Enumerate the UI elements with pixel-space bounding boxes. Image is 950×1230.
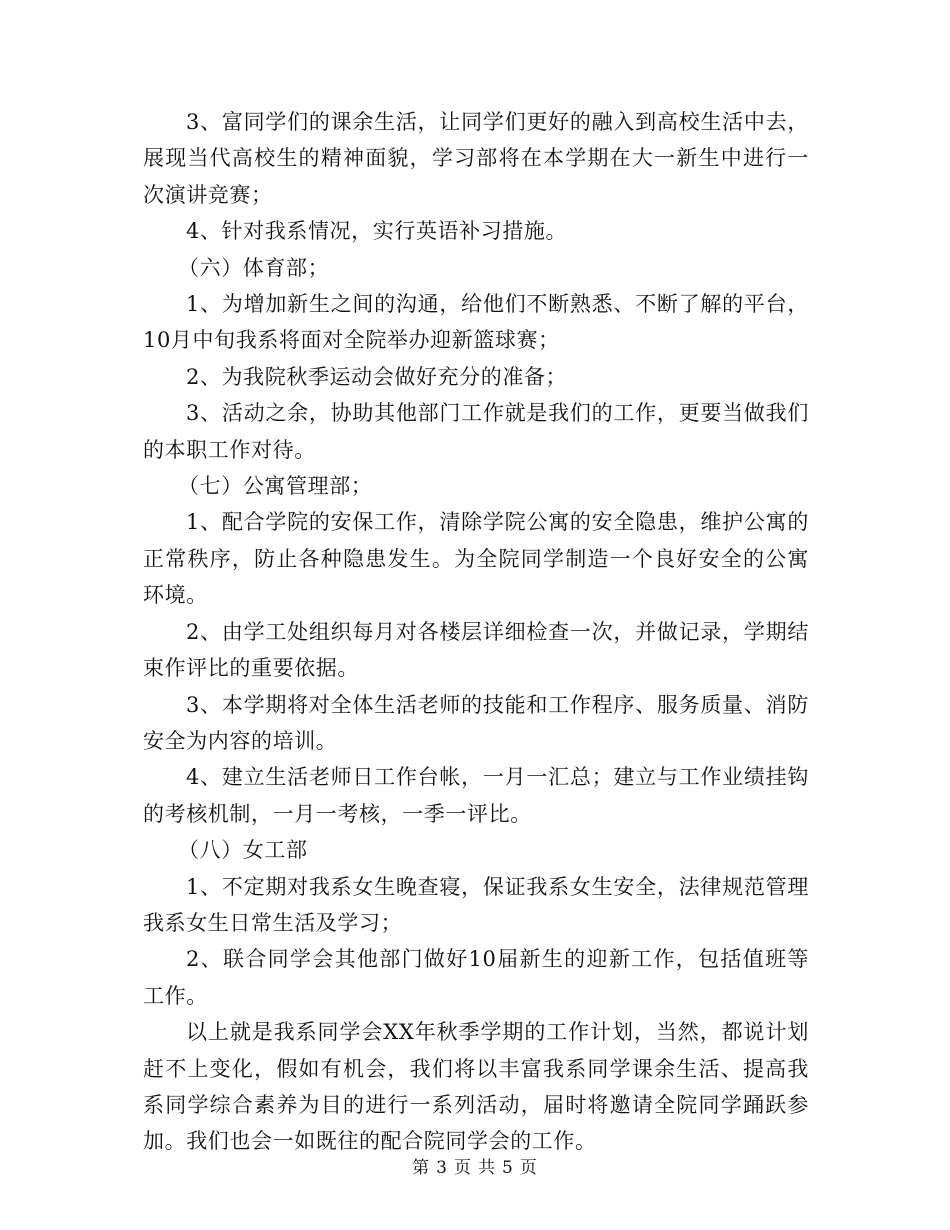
paragraph: 4、建立生活老师日工作台帐，一月一汇总；建立与工作业绩挂钩的考核机制，一月一考核，一季一评比。 (143, 765, 809, 826)
section-heading: （六）体育部； (178, 255, 330, 280)
page-label: 第 (412, 1158, 431, 1178)
total-unit: 页 (519, 1158, 538, 1178)
total-pages-number: 5 (502, 1158, 514, 1178)
current-page-number: 3 (436, 1158, 448, 1178)
section-heading: （八）女工部 (178, 838, 308, 863)
total-label: 共 (478, 1158, 496, 1178)
paragraph: 3、富同学们的课余生活，让同学们更好的融入到高校生活中去，展现当代高校生的精神面貌，学习部将在本学期在大一新生中进行一次演讲竞赛； (143, 110, 809, 207)
section-heading: （七）公寓管理部； (178, 474, 373, 499)
paragraph: 4、针对我系情况，实行英语补习措施。 (186, 219, 568, 244)
document-body (143, 104, 809, 1160)
paragraph: 2、由学工处组织每月对各楼层详细检查一次，并做记录，学期结束作评比的重要依据。 (143, 619, 809, 681)
paragraph: 3、活动之余，协助其他部门工作就是我们的工作，更要当做我们的本职工作对待。 (143, 401, 809, 462)
closing-paragraph: 以上就是我系同学会XX年秋季学期的工作计划，当然，都说计划赶不上变化，假如有机会，我们将以丰富我系同学课余生活、提高我系同学综合素养为目的进行一系列活动，届时将邀请全院同学踊跃参加。我们也会一如既往的配合院同学会的工作。 (143, 1020, 809, 1154)
page-unit: 页 (454, 1158, 472, 1178)
paragraph: 3、本学期将对全体生活老师的技能和工作程序、服务质量、消防安全为内容的培训。 (143, 692, 809, 753)
paragraph: 1、不定期对我系女生晚查寝，保证我系女生安全，法律规范管理我系女生日常生活及学习； (143, 874, 809, 935)
page-footer (0, 1153, 950, 1178)
paragraph: 1、配合学院的安保工作，清除学院公寓的安全隐患，维护公寓的正常秩序，防止各种隐患发生。为全院同学制造一个良好安全的公寓环境。 (143, 510, 809, 608)
paragraph: 2、为我院秋季运动会做好充分的准备； (186, 364, 568, 389)
paragraph: 1、为增加新生之间的沟通，给他们不断熟悉、不断了解的平台，10月中旬我系将面对全院举办迎新篮球赛； (143, 292, 809, 353)
paragraph: 2、联合同学会其他部门做好10届新生的迎新工作，包括值班等工作。 (143, 947, 809, 1008)
